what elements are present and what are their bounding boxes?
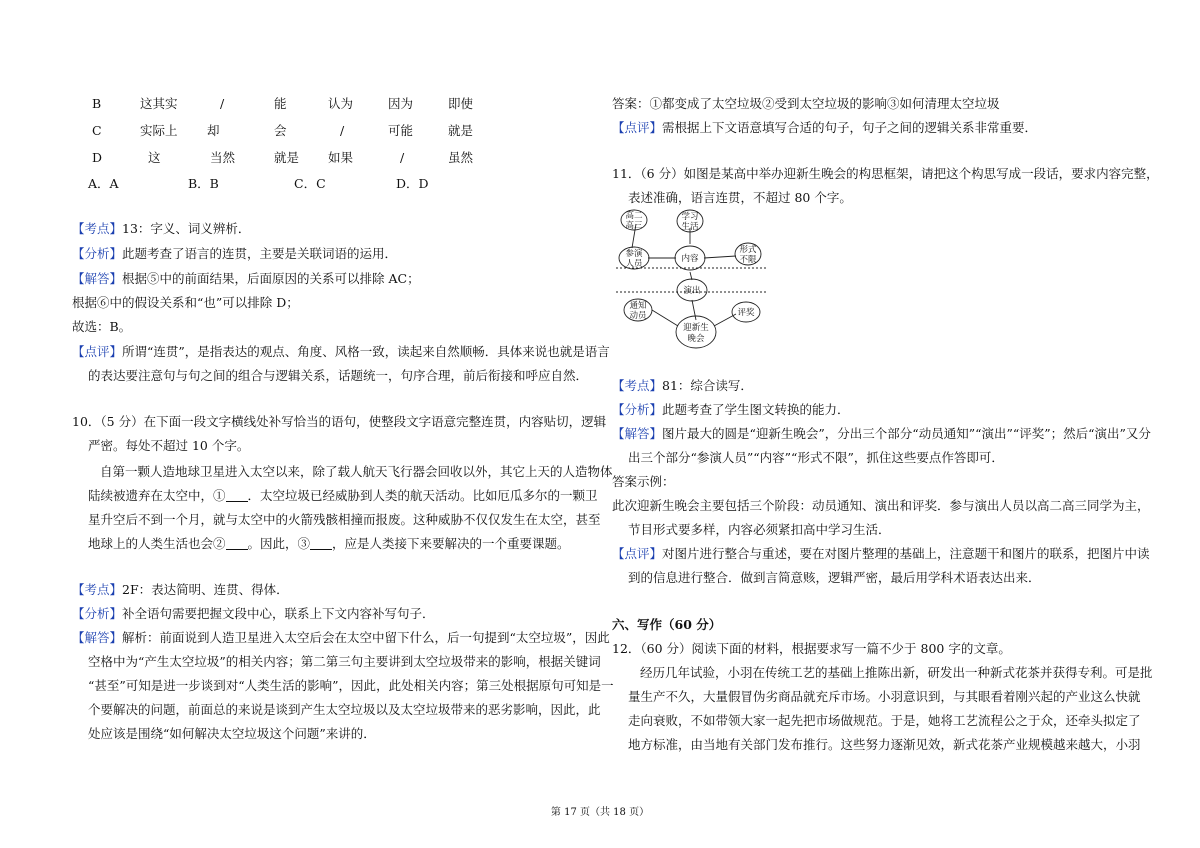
choice-a: A．A [88, 176, 119, 191]
kaodian-tag: 【考点】 [72, 221, 123, 236]
q10-para-seg: ，应是人类接下来要解决的一个重要课题。 [332, 536, 570, 551]
q9-jieda-line: 根据⑥中的假设关系和“也”可以排除 D； [72, 295, 299, 310]
fenxi-tag: 【分析】 [72, 606, 123, 621]
dianping-tag: 【点评】 [72, 344, 123, 359]
q9-dianping-line: 的表达要注意句与句之间的组合与逻辑关系，话题统一，句序合理，前后衔接和呼应自然． [88, 368, 589, 383]
option-cell: 当然 [210, 150, 236, 165]
option-cell: 这其实 [140, 96, 178, 111]
option-row-b [92, 96, 572, 112]
jieda-tag: 【解答】 [72, 271, 123, 286]
q10-para-line [88, 488, 598, 504]
diagram-label: 不限 [739, 255, 757, 265]
q10-para-seg: 。因此，③ [247, 536, 311, 551]
kaodian-tag: 【考点】 [72, 582, 123, 597]
q11-dianping-line: 到的信息进行整合．做到言简意赅，逻辑严密，最后用学科术语表达出来． [628, 570, 1041, 585]
diagram-label: 人员 [625, 259, 643, 269]
jieda-text: 图片最大的圆是“迎新生晚会”，分出三个部分“动员通知”“演出”“评奖”；然后“演出”又分 [662, 426, 1151, 441]
q10-jieda [72, 630, 610, 646]
party-concept-diagram [616, 208, 776, 358]
q10-para-seg: 陆续被遗弃在太空中，① [88, 488, 226, 503]
q12-material-line: 地方标准，由当地有关部门发布推行。这些努力逐渐见效，新式花茶产业规模越来越大，小羽 [628, 737, 1141, 752]
option-cell: / [400, 150, 405, 165]
answer-blank-1[interactable] [226, 489, 248, 502]
option-row-label: B [92, 96, 102, 111]
option-cell: / [220, 96, 225, 111]
q11-example-label: 答案示例： [612, 474, 675, 489]
q10-para-line: 星升空后不到一个月，就与太空中的火箭残骸相撞而报废。这种威胁不仅仅发生在太空，甚至 [88, 512, 601, 527]
q10-jieda-line: 个要解决的问题，前面总的来说是谈到产生太空垃圾以及太空垃圾带来的恶劣影响，因此，此 [88, 702, 601, 717]
option-cell: 因为 [388, 96, 414, 111]
q12-stem: 12．（60 分）阅读下面的材料，根据要求写一篇不少于 800 字的文章。 [612, 641, 1011, 656]
section-heading: 六、写作（60 分） [612, 617, 722, 632]
option-row-c [92, 123, 572, 139]
diagram-label: 高三 [625, 221, 643, 231]
q9-fenxi [72, 246, 397, 262]
diagram-label: 形式 [739, 245, 757, 255]
diagram-label: 生活 [681, 222, 699, 232]
q12-material-line: 经历几年试验，小羽在传统工艺的基础上推陈出新，研发出一种新式花茶并获得专利。可是批 [640, 665, 1153, 680]
option-row-label: D [92, 150, 103, 165]
diagram-label: 迎新生 [683, 323, 709, 333]
jieda-text: 根据⑤中的前面结果，后面原因的关系可以排除 AC； [122, 271, 420, 286]
dianping-tag: 【点评】 [612, 120, 663, 135]
answer-blank-3[interactable] [310, 537, 332, 550]
option-cell: / [340, 123, 345, 138]
q9-jieda-line: 故选：B。 [72, 319, 132, 334]
diagram-label: 晚会 [687, 334, 705, 344]
diagram-label: 参演 [625, 249, 643, 259]
q10-jieda-line: “甚至”可知是进一步谈到对“人类生活的影响”，因此，此处相关内容；第三处根据原句可知是一 [88, 678, 614, 693]
fenxi-tag: 【分析】 [72, 246, 123, 261]
fenxi-text: 补全语句需要把握文段中心，联系上下文内容补写句子． [122, 606, 435, 621]
jieda-tag: 【解答】 [72, 630, 123, 645]
q10-para-seg: ．太空垃圾已经威胁到人类的航天活动。比如厄瓜多尔的一颗卫 [247, 488, 598, 503]
q10-fenxi [72, 606, 435, 622]
option-cell: 却 [207, 123, 220, 138]
dianping-text: 所谓“连贯”，是指表达的观点、角度、风格一致，读起来自然顺畅．具体来说也就是语言 [122, 344, 610, 359]
dianping-tag: 【点评】 [612, 546, 663, 561]
kaodian-tag: 【考点】 [612, 378, 663, 393]
option-cell: 即使 [448, 96, 474, 111]
fenxi-tag: 【分析】 [612, 402, 663, 417]
q10-dianping [612, 120, 1037, 136]
option-row-label: C [92, 123, 102, 138]
q10-jieda-line: 空格中为“产生太空垃圾”的相关内容；第二第三句主要讲到太空垃圾带来的影响，根据关键词 [88, 654, 601, 669]
q11-stem: 11．（6 分）如图是某高中举办迎新生晚会的构思框架，请把这个构思写成一段话，要求内容完整， [612, 166, 1159, 181]
q11-dianping [612, 546, 1150, 562]
option-cell: 能 [274, 96, 287, 111]
diagram-label: 高二 [625, 211, 643, 221]
dianping-text: 对图片进行整合与重述，要在对图片整理的基础上，注意题干和图片的联系，把图片中读 [662, 546, 1150, 561]
option-cell: 就是 [274, 150, 300, 165]
page-footer: 第 17 页（共 18 页） [550, 807, 650, 818]
option-cell: 实际上 [140, 123, 178, 138]
q11-kaodian [612, 378, 753, 394]
q10-para-line: 自第一颗人造地球卫星进入太空以来，除了载人航天飞行器会回收以外，其它上天的人造物体 [100, 464, 613, 479]
option-cell: 虽然 [448, 150, 474, 165]
q10-para-seg: 地球上的人类生活也会② [88, 536, 226, 551]
choice-d: D．D [396, 176, 429, 191]
kaodian-text: 13：字义、词义辨析． [122, 221, 251, 236]
option-cell: 认为 [328, 96, 354, 111]
choice-row [88, 176, 568, 192]
q10-jieda-line: 处应该是围绕“如何解决太空垃圾这个问题”来讲的． [88, 726, 376, 741]
option-cell: 会 [274, 123, 287, 138]
q10-answer: 答案：①都变成了太空垃圾②受到太空垃圾的影响③如何清理太空垃圾 [612, 96, 1000, 111]
q11-stem-line: 表述准确，语言连贯，不超过 80 个字。 [628, 190, 852, 205]
option-cell: 这 [148, 150, 161, 165]
jieda-text: 解析：前面说到人造卫星进入太空后会在太空中留下什么，后一句提到“太空垃圾”，因此 [122, 630, 610, 645]
q10-kaodian [72, 582, 289, 598]
q11-example-line: 节目形式要多样，内容必须紧扣高中学习生活． [628, 522, 891, 537]
q9-jieda [72, 271, 420, 287]
diagram-label: 通知 [629, 301, 647, 311]
fenxi-text: 此题考查了语言的连贯，主要是关联词语的运用． [122, 246, 398, 261]
choice-b: B．B [188, 176, 219, 191]
kaodian-text: 81：综合读写． [662, 378, 753, 393]
fenxi-text: 此题考查了学生图文转换的能力． [662, 402, 850, 417]
option-cell: 如果 [328, 150, 354, 165]
diagram-label: 演出 [683, 286, 701, 296]
dianping-text: 需根据上下文语意填写合适的句子，句子之间的逻辑关系非常重要． [662, 120, 1038, 135]
answer-blank-2[interactable] [226, 537, 248, 550]
q9-kaodian [72, 221, 250, 237]
q11-jieda-line: 出三个部分“参演人员”“内容”“形式不限”，抓住这些要点作答即可． [628, 450, 1004, 465]
diagram-label: 评奖 [737, 308, 755, 318]
option-row-d [92, 150, 572, 166]
choice-c: C．C [294, 176, 326, 191]
q9-dianping [72, 344, 610, 360]
q11-jieda [612, 426, 1151, 442]
diagram-label: 内容 [681, 254, 699, 264]
q12-material-line: 量生产不久，大量假冒伪劣商品就充斥市场。小羽意识到，与其眼看着刚兴起的产业这么快就 [628, 689, 1141, 704]
q10-para-line [88, 536, 570, 552]
q10-stem: 10．（5 分）在下面一段文字横线处补写恰当的语句，使整段文字语意完整连贯，内容贴切，逻辑 [72, 414, 607, 429]
q12-material-line: 走向衰败，不如带领大家一起先把市场做规范。于是，她将工艺流程公之于众，还牵头拟定了 [628, 713, 1141, 728]
diagram-label: 学习 [681, 212, 699, 222]
q10-stem-line: 严密。每处不超过 10 个字。 [88, 438, 250, 453]
option-cell: 可能 [388, 123, 414, 138]
kaodian-text: 2F：表达简明、连贯、得体． [122, 582, 289, 597]
diagram-label: 动员 [629, 311, 647, 321]
q11-fenxi [612, 402, 850, 418]
jieda-tag: 【解答】 [612, 426, 663, 441]
option-cell: 就是 [448, 123, 474, 138]
q11-example-line: 此次迎新生晚会主要包括三个阶段：动员通知、演出和评奖．参与演出人员以高二高三同学为主， [612, 498, 1150, 513]
